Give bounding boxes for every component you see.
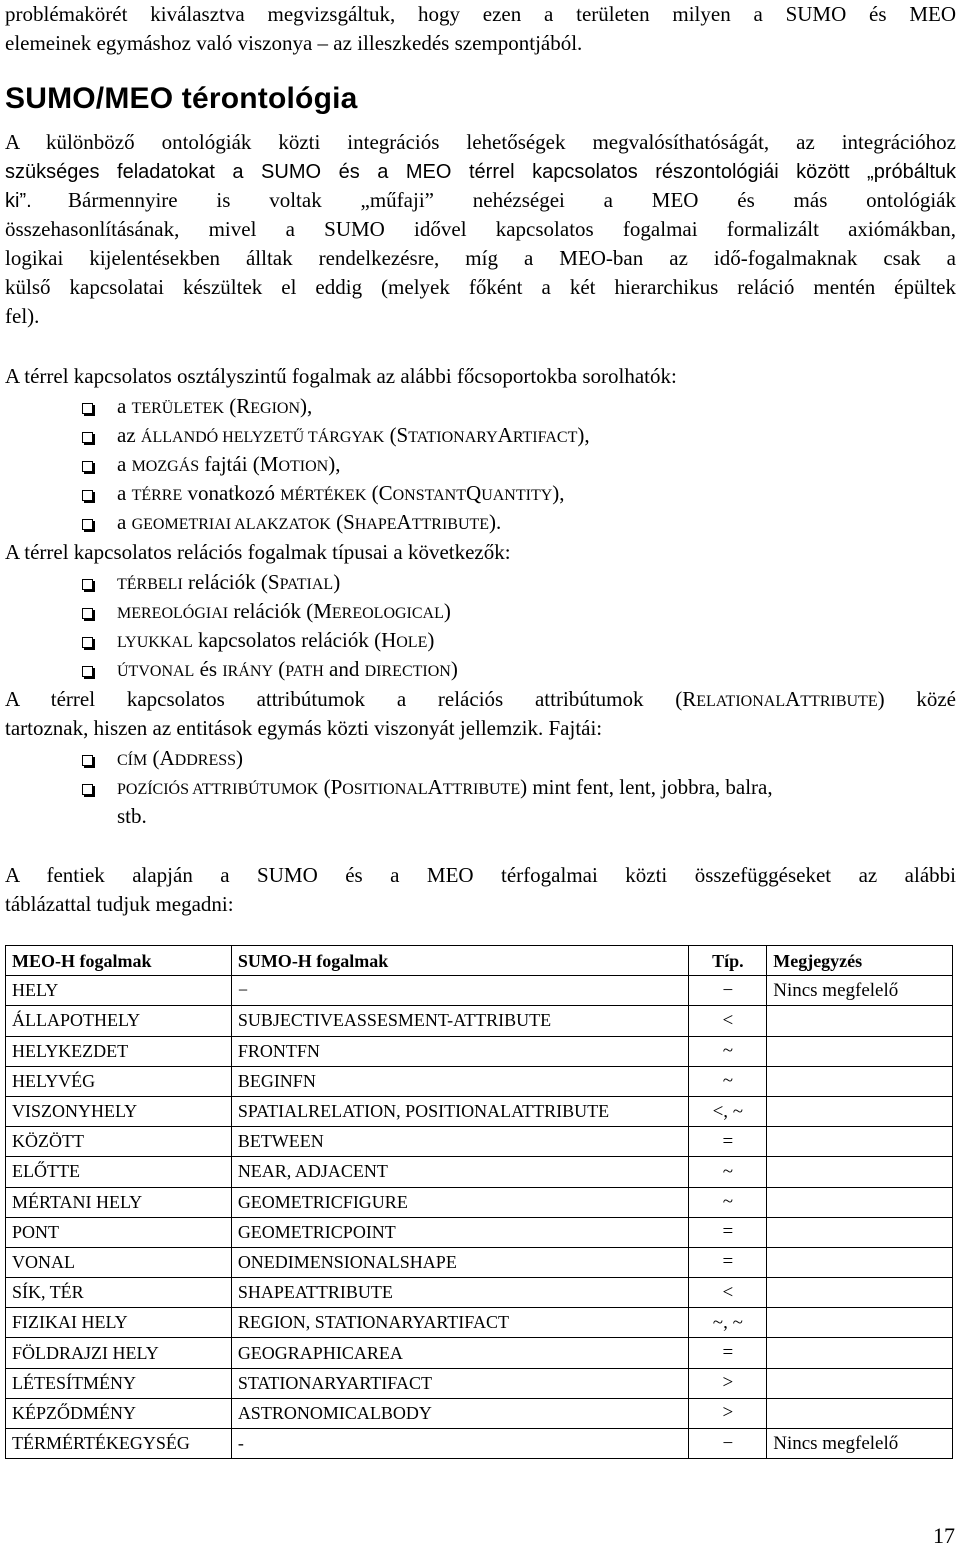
table-row [6, 1006, 953, 1036]
relation-item-4: ÚTVONAL és IRÁNY (PATH and DIRECTION) [117, 657, 458, 681]
meo-cell: TÉRMÉRTÉKEGYSÉG [6, 1429, 232, 1459]
type-cell: > [689, 1398, 767, 1428]
table-row [6, 1398, 953, 1428]
note-cell [767, 1006, 953, 1036]
checkbox-bullet-icon [82, 637, 93, 648]
note-cell [767, 1308, 953, 1338]
table-row [6, 1066, 953, 1096]
checkbox-bullet-icon [82, 432, 93, 443]
meo-cell: ÁLLAPOTHELY [6, 1006, 232, 1036]
attr-para-line-1: A térrel kapcsolatos attribútumok a relációs attribútumok (RELATIONALATTRIBUTE) közé [5, 687, 956, 711]
sumo-cell: BETWEEN [231, 1127, 689, 1157]
table-row [6, 1308, 953, 1338]
class-item-2: az ÁLLANDÓ HELYZETŰ TÁRGYAK (STATIONARYARTIFACT), [117, 423, 590, 447]
checkbox-bullet-icon [82, 755, 93, 766]
table-row [6, 1187, 953, 1217]
type-cell: ~ [689, 1066, 767, 1096]
relation-item-3: LYUKKAL kapcsolatos relációk (HOLE) [117, 628, 435, 652]
para1-line-1: A különböző ontológiák közti integrációs lehetőségek megvalósíthatóságát, az integrációhoz [5, 130, 956, 154]
type-cell: − [689, 1429, 767, 1459]
sumo-cell: GEOMETRICFIGURE [231, 1187, 689, 1217]
checkbox-bullet-icon [82, 403, 93, 414]
table-row [6, 1127, 953, 1157]
table-row [6, 1278, 953, 1308]
table-row [6, 1368, 953, 1398]
page-number: 17 [933, 1523, 955, 1548]
note-cell [767, 1036, 953, 1066]
note-cell [767, 1368, 953, 1398]
para1-line-7: fel). [5, 304, 40, 328]
para1-line-2: szükséges feladatokat a SUMO és a MEO térrel kapcsolatos részontológiái között „próbáltuk [5, 161, 956, 183]
summary-line-1: A fentiek alapján a SUMO és a MEO térfogalmai közti összefüggéseket az alábbi [5, 863, 956, 887]
checkbox-bullet-icon [82, 519, 93, 530]
sumo-cell: SHAPEATTRIBUTE [231, 1278, 689, 1308]
meo-cell: VONAL [6, 1247, 232, 1277]
type-cell: < [689, 1006, 767, 1036]
relation-item-2: MEREOLÓGIAI relációk (MEREOLOGICAL) [117, 599, 451, 623]
meo-cell: VISZONYHELY [6, 1096, 232, 1126]
class-item-1: a TERÜLETEK (REGION), [117, 394, 313, 418]
intro-line-2: elemeinek egymáshoz való viszonya – az illeszkedés szempontjából. [5, 31, 583, 55]
checkbox-bullet-icon [82, 461, 93, 472]
sumo-cell: NEAR, ADJACENT [231, 1157, 689, 1187]
summary-line-2: táblázattal tudjuk megadni: [5, 892, 234, 916]
table-header-row [6, 946, 953, 976]
type-cell: <, ~ [689, 1096, 767, 1126]
note-cell [767, 1096, 953, 1126]
table-row [6, 1429, 953, 1459]
sumo-cell: GEOMETRICPOINT [231, 1217, 689, 1247]
mapping-table [5, 945, 953, 1459]
type-cell: − [689, 976, 767, 1006]
meo-cell: KÖZÖTT [6, 1127, 232, 1157]
type-cell: = [689, 1338, 767, 1368]
column-header: MEO-H fogalmak [6, 946, 232, 976]
meo-cell: FÖLDRAJZI HELY [6, 1338, 232, 1368]
type-cell: = [689, 1247, 767, 1277]
para1-line-4: összehasonlításának, mivel a SUMO idővel kapcsolatos fogalmai formalizált axiómákban, [5, 217, 956, 241]
checkbox-bullet-icon [82, 579, 93, 590]
checkbox-bullet-icon [82, 490, 93, 501]
meo-cell: MÉRTANI HELY [6, 1187, 232, 1217]
class-item-5: a GEOMETRIAI ALAKZATOK (SHAPEATTRIBUTE). [117, 510, 502, 534]
meo-cell: FIZIKAI HELY [6, 1308, 232, 1338]
sumo-cell: − [231, 976, 689, 1006]
table-row [6, 1157, 953, 1187]
note-cell [767, 1127, 953, 1157]
relation-item-1: TÉRBELI relációk (SPATIAL) [117, 570, 341, 594]
column-header: SUMO-H fogalmak [231, 946, 689, 976]
section-heading: SUMO/MEO térontológia [5, 82, 358, 115]
attr-item-1: CÍM (ADDRESS) [117, 746, 244, 770]
type-cell: = [689, 1217, 767, 1247]
type-cell: > [689, 1368, 767, 1398]
sumo-cell: GEOGRAPHICAREA [231, 1338, 689, 1368]
attr-item-2-cont: stb. [117, 804, 147, 828]
sumo-cell: STATIONARYARTIFACT [231, 1368, 689, 1398]
para1-line-6: külső kapcsolatai készültek el eddig (melyek főként a két hierarchikus reláció mentén épültek [5, 275, 956, 299]
checkbox-bullet-icon [82, 666, 93, 677]
table-row [6, 976, 953, 1006]
table-row [6, 1217, 953, 1247]
sumo-cell: REGION, STATIONARYARTIFACT [231, 1308, 689, 1338]
attr-item-2: POZÍCIÓS ATTRIBÚTUMOK (POSITIONALATTRIBUTE) mint fent, lent, jobbra, balra, [117, 775, 773, 799]
table-row [6, 1096, 953, 1126]
note-cell [767, 1157, 953, 1187]
note-cell: Nincs megfelelő [767, 976, 953, 1006]
meo-cell: KÉPZŐDMÉNY [6, 1398, 232, 1428]
note-cell [767, 1247, 953, 1277]
note-cell [767, 1338, 953, 1368]
attr-para-line-2: tartoznak, hiszen az entitások egymás közti viszonyát jellemzik. Fajtái: [5, 716, 603, 740]
type-cell: ~ [689, 1036, 767, 1066]
table-row [6, 1247, 953, 1277]
meo-cell: LÉTESÍTMÉNY [6, 1368, 232, 1398]
column-header: Típ. [689, 946, 767, 976]
sumo-cell: FRONTFN [231, 1036, 689, 1066]
meo-cell: ELŐTTE [6, 1157, 232, 1187]
checkbox-bullet-icon [82, 608, 93, 619]
sumo-cell: ASTRONOMICALBODY [231, 1398, 689, 1428]
note-cell [767, 1217, 953, 1247]
type-cell: ~ [689, 1157, 767, 1187]
meo-cell: SÍK, TÉR [6, 1278, 232, 1308]
note-cell [767, 1187, 953, 1217]
table-row [6, 1036, 953, 1066]
type-cell: < [689, 1278, 767, 1308]
class-item-4: a TÉRRE vonatkozó MÉRTÉKEK (CONSTANTQUANTITY), [117, 481, 565, 505]
note-cell: Nincs megfelelő [767, 1429, 953, 1459]
intro-line-1: problémakörét kiválasztva megvizsgáltuk, hogy ezen a területen milyen a SUMO és MEO [5, 2, 956, 26]
para1-line-3: ki”. Bármennyire is voltak „műfaji” nehézségei a MEO és más ontológiák [5, 188, 956, 212]
meo-cell: HELYKEZDET [6, 1036, 232, 1066]
sumo-cell: BEGINFN [231, 1066, 689, 1096]
class-item-3: a MOZGÁS fajtái (MOTION), [117, 452, 341, 476]
note-cell [767, 1066, 953, 1096]
sumo-cell: ONEDIMENSIONALSHAPE [231, 1247, 689, 1277]
para1-line-5: logikai kijelentésekben álltak rendelkezésre, míg a MEO-ban az idő-fogalmaknak csak a [5, 246, 956, 270]
column-header: Megjegyzés [767, 946, 953, 976]
type-cell: ~ [689, 1187, 767, 1217]
note-cell [767, 1278, 953, 1308]
class-intro: A térrel kapcsolatos osztályszintű fogalmak az alábbi főcsoportokba sorolhatók: [5, 364, 677, 388]
checkbox-bullet-icon [82, 784, 93, 795]
meo-cell: HELYVÉG [6, 1066, 232, 1096]
sumo-cell: SPATIALRELATION, POSITIONALATTRIBUTE [231, 1096, 689, 1126]
sumo-cell: SUBJECTIVEASSESMENT-ATTRIBUTE [231, 1006, 689, 1036]
note-cell [767, 1398, 953, 1428]
table-row [6, 1338, 953, 1368]
type-cell: = [689, 1127, 767, 1157]
sumo-cell: - [231, 1429, 689, 1459]
meo-cell: PONT [6, 1217, 232, 1247]
type-cell: ~, ~ [689, 1308, 767, 1338]
relation-intro: A térrel kapcsolatos relációs fogalmak típusai a következők: [5, 540, 511, 564]
meo-cell: HELY [6, 976, 232, 1006]
